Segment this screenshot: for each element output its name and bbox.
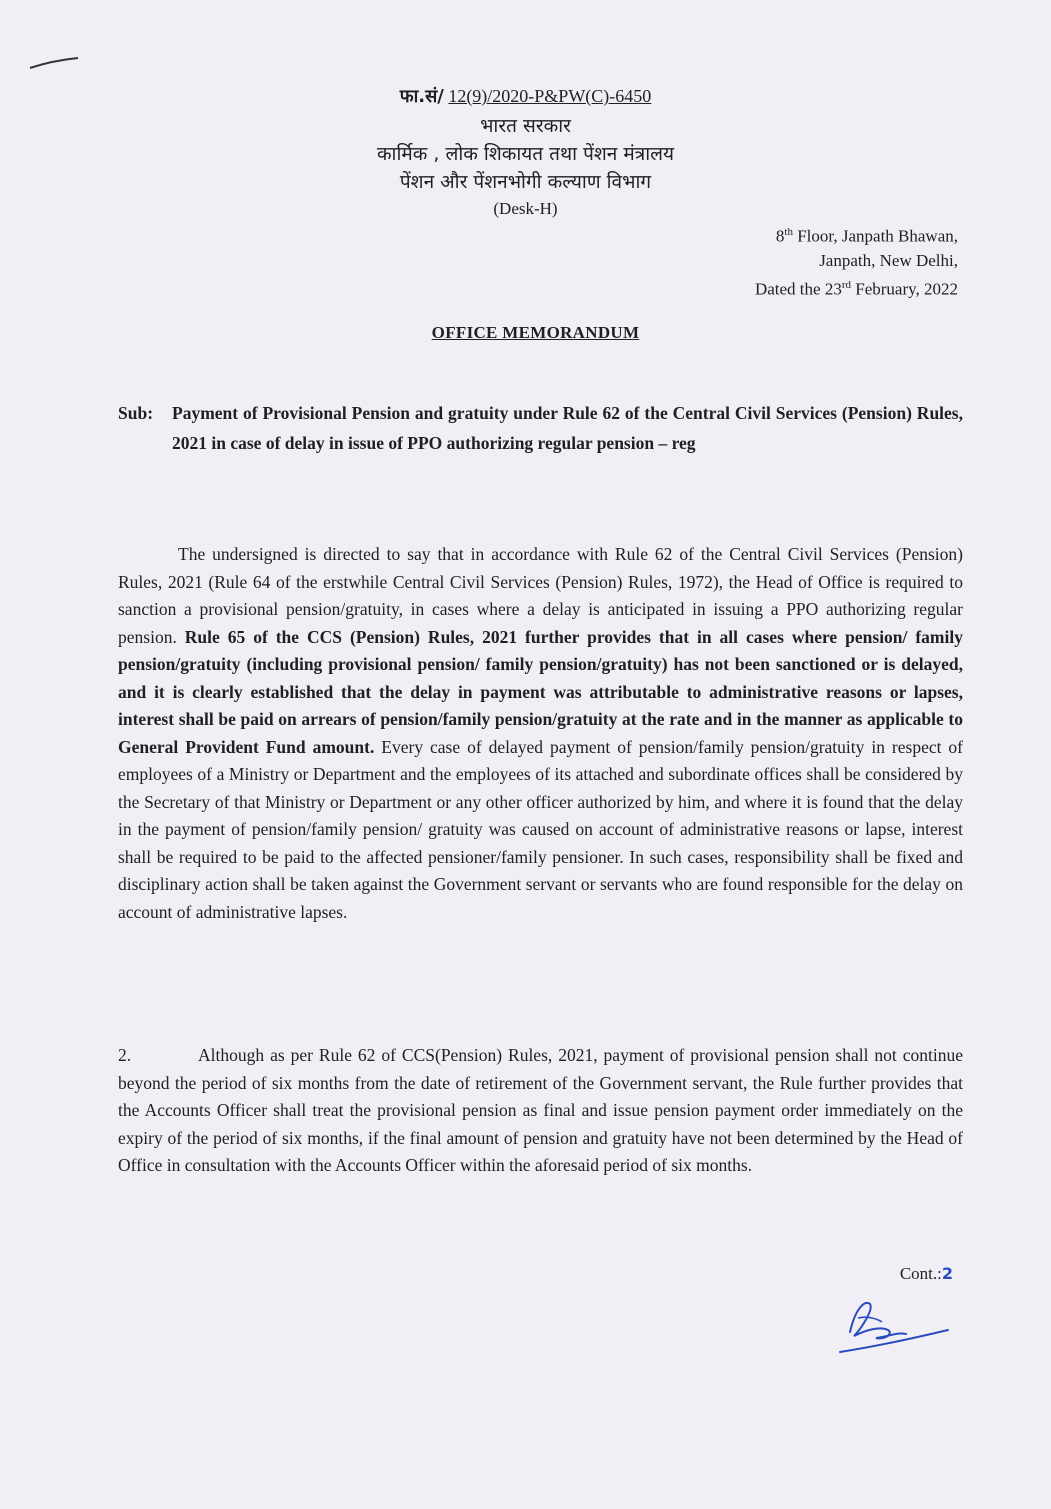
address-line-2: Janpath, New Delhi, — [819, 250, 958, 270]
paragraph-2-text: Although as per Rule 62 of CCS(Pension) Rules, 2021, payment of provisional pension shall not continue beyond the period of six months from the date of retirement of the Government servant, the Rule further provides that the Accounts Officer shall treat the provisional pension as final and issue pension payment order immediately on the expiry of the period of six months, if the final amount of pension and gratuity have not been determined by the Head of Office in consultation with the Accounts Officer within the aforesaid period of six months. — [118, 1045, 963, 1175]
file-number: 12(9)/2020-P&PW(C)-6450 — [448, 86, 652, 106]
file-number-prefix: फा.सं/ — [399, 86, 444, 107]
paragraph-1 — [118, 541, 963, 926]
handwritten-signature — [836, 1296, 952, 1358]
subject-block — [118, 398, 963, 458]
file-number-line — [0, 84, 1051, 108]
paragraph-1-text-b: Every case of delayed payment of pension/family pension/gratuity in respect of employees of a Ministry or Department and the employees of its attached and subordinate offices shall be considered by the Secretary of that Ministry or Department or any other officer authorized by him, and where it is found that the delay in the payment of pension/family pension/ gratuity was caused on account of administrative reasons or lapse, interest shall be required to be paid to the affected pensioner/family pensioner. In such cases, responsibility shall be fixed and disciplinary action shall be taken against the Government servant or servants who are found responsible for the delay on account of administrative lapses. — [118, 736, 963, 922]
department-name: पेंशन और पेंशनभोगी कल्याण विभाग — [399, 171, 652, 193]
continued-note — [900, 1264, 953, 1284]
desk-label: (Desk-H) — [493, 199, 558, 218]
subject-label: Sub: — [118, 403, 154, 423]
continued-label: Cont.: — [899, 1264, 942, 1283]
next-page-number: 2 — [941, 1264, 953, 1283]
memo-date: Dated the 23rd February, 2022 — [754, 278, 958, 299]
ministry-name: कार्मिक , लोक शिकायत तथा पेंशन मंत्रालय — [376, 143, 675, 165]
office-address — [755, 220, 958, 301]
subject-text: Payment of Provisional Pension and gratuity under Rule 62 of the Central Civil Services (Pension) Rules, 2021 in case of delay in issue of PPO authorizing regular pension – reg — [172, 403, 963, 453]
paragraph-1-bold-text: Rule 65 of the CCS (Pension) Rules, 2021 further provides that in all cases where pension/ family pension/gratuity (including provisional pension/ family pension/gratuity) has not been sanctioned or is delayed, and it is clearly established that the delay in payment was attributable to administrative reasons or lapses, interest shall be paid on arrears of pension/family pension/gratuity at the rate and in the manner as applicable to General Provident Fund amount. — [118, 626, 963, 757]
address-line-1: 8th Floor, Janpath Bhawan, — [775, 226, 958, 246]
memo-title: OFFICE MEMORANDUM — [431, 323, 640, 342]
paragraph-2-number: 2. — [118, 1045, 132, 1065]
paragraph-2 — [118, 1042, 963, 1180]
pen-stroke-mark — [28, 56, 80, 70]
govt-name: भारत सरकार — [480, 115, 571, 137]
paragraph-1-text-a: The undersigned is directed to say that in accordance with Rule 62 of the Central Civil Services (Pension) Rules, 2021 (Rule 64 of the erstwhile Central Civil Services (Pension) Rules, 1972), the Head of Office is required to sanction a provisional pension/gratuity, in cases where a delay is anticipated in issuing a PPO authorizing regular pension. — [118, 544, 963, 647]
